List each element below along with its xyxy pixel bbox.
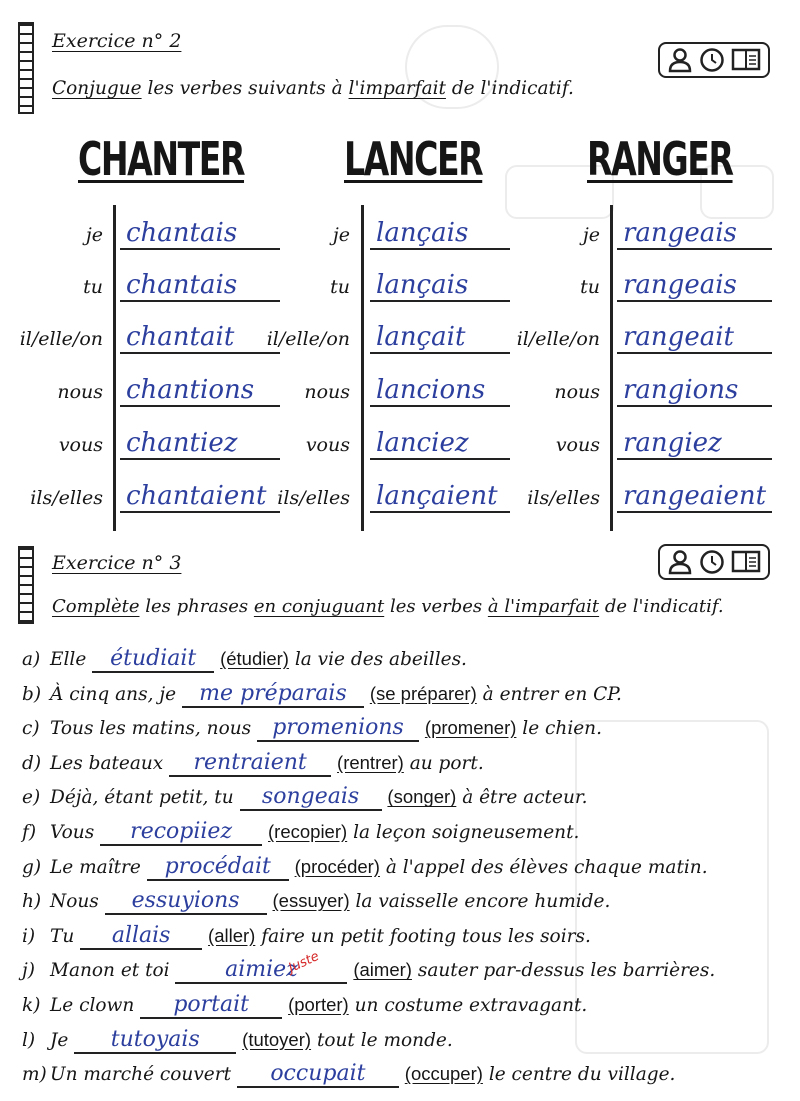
- sentence-end: faire un petit footing tous les soirs.: [261, 925, 591, 947]
- sentence-line: [22, 646, 467, 673]
- pronoun-label: vous: [555, 434, 600, 456]
- pronoun-label: je: [582, 224, 600, 246]
- verb-heading-chanter: CHANTER: [78, 132, 245, 186]
- conjugation-answer[interactable]: chantiez: [120, 428, 280, 460]
- sentence-line: [22, 1027, 453, 1054]
- conjugation-answer[interactable]: rangeait: [617, 322, 772, 354]
- instruction-word: l'imparfait: [348, 78, 446, 99]
- instruction-text: les verbes: [384, 596, 488, 617]
- conjugation-answer[interactable]: chantaient: [120, 481, 280, 513]
- sentence-end: un costume extravagant.: [354, 995, 588, 1016]
- sentence-end: à être acteur.: [462, 787, 588, 809]
- answer-blank[interactable]: promenions: [257, 715, 419, 742]
- sentence-line: [22, 992, 587, 1019]
- infinitive-label: (promener): [424, 717, 517, 739]
- pronoun-label: tu: [580, 276, 600, 298]
- infinitive-label: (porter): [288, 994, 349, 1015]
- infinitive-label: (procéder): [294, 855, 380, 877]
- conjugation-answer[interactable]: lançait: [370, 322, 510, 354]
- conjugation-answer[interactable]: lançais: [370, 270, 510, 302]
- sentence-line: [22, 784, 588, 811]
- answer-blank[interactable]: étudiait: [92, 646, 214, 673]
- conjugation-answer[interactable]: lanciez: [370, 428, 510, 460]
- conjugation-answer[interactable]: chantait: [120, 322, 280, 354]
- sentence-start: À cinq ans, je: [50, 683, 177, 705]
- sentence-letter: c): [22, 718, 40, 740]
- sentence-letter: a): [22, 649, 41, 670]
- book-icon: [731, 47, 761, 73]
- instruction-text: les phrases: [139, 596, 254, 617]
- pronoun-label: je: [332, 224, 350, 246]
- column-separator: [610, 205, 613, 531]
- conjugation-answer[interactable]: rangeais: [617, 270, 772, 302]
- conjugation-answer[interactable]: rangeais: [617, 218, 772, 250]
- infinitive-label: (songer): [387, 786, 457, 808]
- person-icon: [667, 47, 693, 73]
- conjugation-answer[interactable]: lancions: [370, 375, 510, 407]
- clock-icon: [699, 549, 725, 575]
- sentence-start: Déjà, étant petit, tu: [50, 787, 234, 809]
- sentence-end: la vaisselle encore humide.: [355, 891, 611, 913]
- pronoun-label: je: [85, 224, 103, 246]
- sentence-start: Manon et toi: [50, 960, 170, 982]
- conjugation-answer[interactable]: lançais: [370, 218, 510, 250]
- sentence-line: [22, 750, 484, 777]
- pronoun-label: vous: [58, 434, 103, 456]
- sentence-start: Les bateaux: [50, 752, 164, 774]
- sentence-start: Le clown: [50, 995, 135, 1016]
- sentence-end: la leçon soigneusement.: [353, 822, 580, 843]
- sentence-start: Je: [50, 1029, 69, 1051]
- infinitive-label: (se préparer): [369, 682, 477, 704]
- sentence-line: [22, 854, 708, 881]
- clock-icon: [699, 47, 725, 73]
- answer-blank[interactable]: recopiiez: [100, 819, 262, 846]
- sentence-letter: i): [22, 925, 36, 947]
- answer-blank[interactable]: rentraient: [169, 750, 331, 777]
- sentence-start: Tu: [50, 925, 75, 947]
- sentence-letter: l): [22, 1029, 36, 1051]
- answer-blank[interactable]: aimiez: [175, 957, 347, 984]
- conjugation-answer[interactable]: rangiez: [617, 428, 772, 460]
- ladder-marker: [18, 546, 34, 624]
- sentence-end: à l'appel des élèves chaque matin.: [385, 856, 708, 878]
- answer-blank[interactable]: portait: [140, 992, 282, 1019]
- conjugation-answer[interactable]: lançaient: [370, 481, 510, 513]
- exercise-2-icons: [658, 42, 770, 78]
- instruction-text: de l'indicatif.: [445, 78, 574, 99]
- sentence-start: Le maître: [50, 856, 141, 878]
- sentence-letter: m): [22, 1064, 47, 1086]
- pronoun-label: tu: [83, 276, 103, 298]
- sentence-end: tout le monde.: [316, 1029, 453, 1051]
- pronoun-label: ils/elles: [277, 487, 350, 509]
- sentence-letter: j): [22, 960, 35, 982]
- verb-heading-ranger: RANGER: [587, 132, 733, 186]
- sentence-letter: g): [22, 856, 42, 878]
- sentence-start: Tous les matins, nous: [50, 718, 252, 740]
- infinitive-label: (recopier): [268, 821, 348, 842]
- exercise-3-icons: [658, 544, 770, 580]
- sentence-end: sauter par-dessus les barrières.: [417, 960, 716, 982]
- column-separator: [361, 205, 364, 531]
- sentence-line: [22, 923, 591, 950]
- exercise-3-instruction: [52, 596, 724, 617]
- verb-heading-lancer: LANCER: [344, 132, 483, 186]
- conjugation-answer[interactable]: chantais: [120, 270, 280, 302]
- infinitive-label: (aimer): [353, 959, 412, 981]
- exercise-3-title: Exercice n° 3: [52, 552, 182, 574]
- sentence-end: au port.: [409, 752, 484, 774]
- answer-blank[interactable]: procédait: [147, 854, 289, 881]
- instruction-word: Conjugue: [52, 78, 142, 99]
- instruction-word: à l'imparfait: [487, 596, 600, 617]
- answer-blank[interactable]: occupait: [237, 1061, 399, 1088]
- instruction-text: de l'indicatif.: [599, 596, 724, 617]
- sentence-letter: h): [22, 891, 42, 913]
- sentence-line: [22, 888, 610, 915]
- pronoun-label: il/elle/on: [266, 328, 350, 350]
- sentence-start: Nous: [50, 891, 99, 913]
- pronoun-label: ils/elles: [30, 487, 103, 509]
- pronoun-label: ils/elles: [527, 487, 600, 509]
- answer-blank[interactable]: allais: [80, 923, 202, 950]
- conjugation-answer[interactable]: chantais: [120, 218, 280, 250]
- infinitive-label: (essuyer): [272, 890, 350, 912]
- sentence-line: [22, 957, 715, 984]
- conjugation-answer[interactable]: rangeaient: [617, 481, 772, 513]
- sentence-line: [22, 681, 622, 708]
- showthrough-box: [575, 720, 769, 1054]
- correction-mark: Juste: [286, 948, 322, 977]
- conjugation-answer[interactable]: rangions: [617, 375, 772, 407]
- pronoun-label: il/elle/on: [19, 328, 103, 350]
- answer-blank[interactable]: me préparais: [182, 681, 364, 708]
- sentence-letter: f): [22, 822, 37, 843]
- sentence-letter: k): [22, 995, 41, 1016]
- instruction-word: en conjuguant: [253, 596, 385, 617]
- instruction-text: les verbes suivants à: [141, 78, 349, 99]
- person-icon: [667, 549, 693, 575]
- sentence-line: [22, 1061, 675, 1088]
- pronoun-label: nous: [304, 381, 350, 403]
- column-separator: [113, 205, 116, 531]
- ladder-marker: [18, 22, 34, 114]
- pronoun-label: tu: [330, 276, 350, 298]
- sentence-start: Vous: [50, 822, 95, 843]
- instruction-word: Complète: [52, 596, 140, 617]
- sentence-end: la vie des abeilles.: [294, 649, 467, 670]
- sentence-end: le chien.: [522, 718, 602, 740]
- sentence-letter: e): [22, 787, 41, 809]
- pronoun-label: nous: [554, 381, 600, 403]
- conjugation-answer[interactable]: chantions: [120, 375, 280, 407]
- sentence-end: le centre du village.: [488, 1064, 676, 1086]
- pronoun-label: il/elle/on: [516, 328, 600, 350]
- sentence-end: à entrer en CP.: [482, 683, 622, 705]
- pronoun-label: vous: [305, 434, 350, 456]
- answer-blank[interactable]: songeais: [240, 784, 382, 811]
- exercise-2-title: Exercice n° 2: [52, 30, 182, 52]
- pronoun-label: nous: [57, 381, 103, 403]
- sentence-start: Un marché couvert: [50, 1064, 231, 1086]
- sentence-line: [22, 819, 579, 846]
- infinitive-label: (aller): [208, 924, 256, 946]
- sentence-letter: b): [22, 683, 42, 705]
- infinitive-label: (étudier): [220, 648, 289, 669]
- infinitive-label: (occuper): [404, 1063, 483, 1085]
- answer-blank[interactable]: tutoyais: [74, 1027, 236, 1054]
- exercise-3: [18, 540, 770, 640]
- infinitive-label: (tutoyer): [242, 1028, 312, 1050]
- sentence-letter: d): [22, 752, 42, 774]
- answer-blank[interactable]: essuyions: [105, 888, 267, 915]
- sentence-start: Elle: [50, 649, 87, 670]
- infinitive-label: (rentrer): [337, 751, 404, 773]
- exercise-2-instruction: [52, 78, 574, 99]
- sentence-line: [22, 715, 602, 742]
- book-icon: [731, 549, 761, 575]
